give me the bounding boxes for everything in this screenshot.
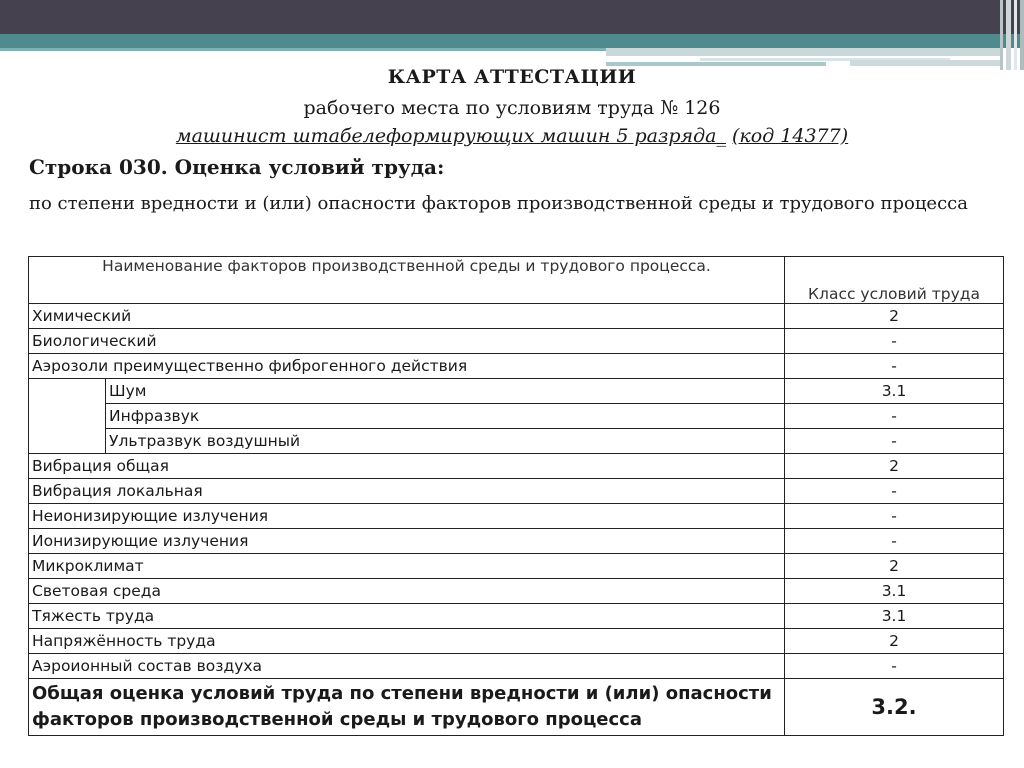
document-title: КАРТА АТТЕСТАЦИИ: [387, 66, 637, 88]
factor-name: Аэроионный состав воздуха: [29, 654, 785, 679]
position-code: (код 14377): [732, 125, 849, 147]
table-row: [29, 429, 1004, 454]
factor-name: Напряжённость труда: [29, 629, 785, 654]
column-header-class: Класс условий труда: [785, 257, 1004, 304]
factor-name: Вибрация общая: [29, 454, 785, 479]
table-row: [29, 379, 1004, 404]
factor-name: Тяжесть труда: [29, 604, 785, 629]
table-row: [29, 529, 1004, 554]
position-underscore: _: [716, 125, 726, 147]
section-heading: Строка 030. Оценка условий труда:: [29, 155, 445, 179]
table-row: [29, 579, 1004, 604]
slide-decor-bars: [1000, 0, 1024, 70]
total-assessment-label: Общая оценка условий труда по степени вредности и (или) опасности факторов производственной среды и трудового процесса: [29, 679, 785, 736]
factor-class-value: 3.1: [785, 379, 1004, 404]
factor-name: Неионизирующие излучения: [29, 504, 785, 529]
factor-class-value: 3.1: [785, 604, 1004, 629]
acoustic-group-cell: [29, 379, 106, 454]
factors-table: [28, 256, 1004, 736]
factor-name: Ультразвук воздушный: [106, 429, 785, 454]
slide-top-bar: [0, 0, 1024, 34]
factor-name: Вибрация локальная: [29, 479, 785, 504]
factor-name: Световая среда: [29, 579, 785, 604]
table-row: [29, 354, 1004, 379]
table-row: [29, 304, 1004, 329]
factor-name: Ионизирующие излучения: [29, 529, 785, 554]
table-row: [29, 454, 1004, 479]
factor-class-value: -: [785, 654, 1004, 679]
position-line: [0, 125, 1024, 147]
total-assessment-value: 3.2.: [785, 679, 1004, 736]
factor-class-value: 2: [785, 554, 1004, 579]
factor-name: Биологический: [29, 329, 785, 354]
slide-teal-line: [0, 48, 606, 51]
factor-class-value: -: [785, 329, 1004, 354]
factor-name: Микроклимат: [29, 554, 785, 579]
table-header-row: [29, 257, 1004, 304]
table-row: [29, 404, 1004, 429]
table-row: [29, 554, 1004, 579]
slide-decor-stripe: [606, 48, 1001, 56]
factor-class-value: 2: [785, 304, 1004, 329]
table-row: [29, 629, 1004, 654]
factor-class-value: -: [785, 404, 1004, 429]
factor-class-value: -: [785, 479, 1004, 504]
factor-class-value: -: [785, 354, 1004, 379]
factor-class-value: -: [785, 529, 1004, 554]
factor-class-value: 2: [785, 454, 1004, 479]
slide-teal-band: [0, 34, 1024, 48]
factor-class-value: -: [785, 504, 1004, 529]
total-row: [29, 679, 1004, 736]
factor-name: Инфразвук: [106, 404, 785, 429]
document-subtitle: рабочего места по условиям труда № 126: [303, 97, 721, 119]
table-row: [29, 504, 1004, 529]
table-row: [29, 654, 1004, 679]
section-description: по степени вредности и (или) опасности факторов производственной среды и трудового процесса: [29, 193, 968, 214]
position-name: машинист штабелеформирующих машин 5 разряда: [175, 125, 717, 147]
factor-class-value: 3.1: [785, 579, 1004, 604]
factor-class-value: 2: [785, 629, 1004, 654]
factor-class-value: -: [785, 429, 1004, 454]
factor-name: Аэрозоли преимущественно фиброгенного действия: [29, 354, 785, 379]
factor-name: Шум: [106, 379, 785, 404]
table-row: [29, 479, 1004, 504]
factor-name: Химический: [29, 304, 785, 329]
table-row: [29, 604, 1004, 629]
table-row: [29, 329, 1004, 354]
column-header-factor: Наименование факторов производственной среды и трудового процесса.: [29, 257, 785, 304]
